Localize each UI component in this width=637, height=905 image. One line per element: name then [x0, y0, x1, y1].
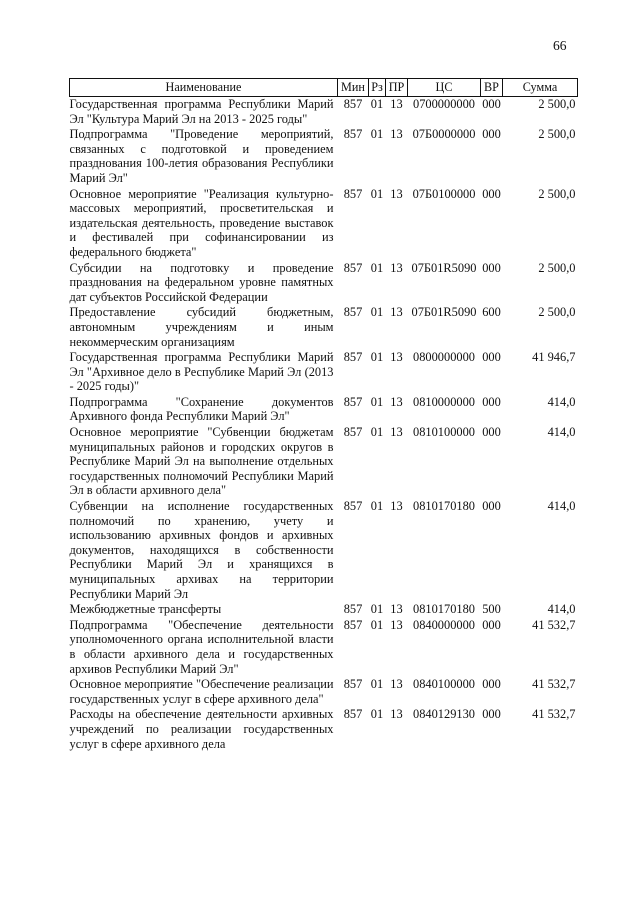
cell-rz: 01	[370, 677, 384, 692]
table-row	[70, 261, 578, 306]
cell-cs: 07Б01R5090	[411, 260, 477, 275]
cell-sum: 41 532,7	[532, 617, 576, 632]
cell-rz: 01	[370, 350, 384, 365]
cell-sum: 2 500,0	[538, 97, 576, 111]
cell-cs: 0700000000	[413, 97, 475, 111]
cell-pr: 13	[390, 97, 403, 111]
cell-cs: 0810170180	[413, 499, 475, 514]
cell-rz: 01	[370, 499, 384, 514]
cell-min: 857	[343, 677, 363, 692]
cell-sum: 414,0	[547, 499, 576, 514]
cell-rz: 01	[370, 97, 384, 111]
cell-pr: 13	[390, 305, 403, 320]
cell-sum: 2 500,0	[538, 186, 576, 201]
cell-min: 857	[343, 602, 363, 617]
table-row	[70, 395, 578, 425]
cell-name: Основное мероприятие "Обеспечение реализации государственных услуг в сфере архивного дела"	[69, 677, 334, 706]
header-pr: ПР	[386, 79, 408, 97]
cell-pr: 13	[390, 602, 403, 617]
cell-name: Субвенции на исполнение государственных полномочий по хранению, учету и использованию архивных фондов и архивных документов, находящихся в собственности Республики Марий Эл и хранящихся в муниципальных архивах на территории Республики Марий Эл	[69, 499, 334, 601]
table-row	[70, 425, 578, 499]
cell-sum: 414,0	[547, 394, 576, 409]
cell-vr: 000	[482, 260, 501, 275]
cell-name: Субсидии на подготовку и проведение празднования на федеральном уровне памятных дат субъектов Российской Федерации	[69, 260, 334, 304]
cell-cs: 0800000000	[413, 350, 475, 365]
cell-pr: 13	[390, 350, 403, 365]
table-row	[70, 677, 578, 707]
cell-name: Основное мероприятие "Субвенции бюджетам муниципальных районов и городских округов в Республике Марий Эл на выполнение отдельных государственных полномочий Республики Марий Эл в области архивного дела"	[69, 425, 334, 498]
cell-min: 857	[343, 305, 363, 320]
cell-name: Основное мероприятие "Реализация культурно-массовых мероприятий, просветительская и издательская деятельность, проведение выставок и фестивалей при софинансировании из федерального бюджета"	[69, 186, 334, 259]
page-number: 66	[553, 38, 567, 53]
cell-min: 857	[343, 425, 363, 440]
cell-pr: 13	[390, 677, 403, 692]
cell-name: Подпрограмма "Проведение мероприятий, связанных с подготовкой и проведением празднования 100-летия образования Республики Марий Эл"	[69, 127, 334, 185]
header-rz: Рз	[369, 79, 386, 97]
table-row	[70, 707, 578, 752]
cell-pr: 13	[390, 425, 403, 440]
cell-vr: 500	[482, 602, 501, 617]
cell-name: Расходы на обеспечение деятельности архивных учреждений по реализации государственных услуг в сфере архивного дела	[69, 707, 334, 751]
cell-name: Государственная программа Республики Марий Эл "Культура Марий Эл на 2013 - 2025 годы"	[69, 97, 334, 126]
cell-name: Предоставление субсидий бюджетным, автономным учреждениям и иным некоммерческим организациям	[69, 305, 334, 349]
cell-pr: 13	[390, 707, 403, 722]
cell-rz: 01	[370, 707, 384, 722]
table-row	[70, 187, 578, 261]
cell-pr: 13	[390, 617, 403, 632]
cell-min: 857	[343, 499, 363, 514]
cell-pr: 13	[390, 394, 403, 409]
table-row	[70, 127, 578, 186]
cell-cs: 0840000000	[413, 617, 475, 632]
cell-sum: 414,0	[547, 602, 576, 617]
cell-pr: 13	[390, 260, 403, 275]
header-cs: ЦС	[408, 79, 481, 97]
cell-min: 857	[343, 186, 363, 201]
cell-cs: 0840100000	[413, 677, 475, 692]
cell-vr: 000	[482, 677, 501, 692]
cell-min: 857	[343, 394, 363, 409]
cell-vr: 000	[482, 425, 501, 440]
cell-min: 857	[343, 260, 363, 275]
cell-pr: 13	[390, 127, 403, 142]
cell-sum: 2 500,0	[538, 127, 576, 142]
cell-cs: 07Б0000000	[412, 127, 476, 142]
cell-name: Подпрограмма "Сохранение документов Архивного фонда Республики Марий Эл"	[69, 394, 334, 424]
cell-rz: 01	[370, 617, 384, 632]
cell-name: Подпрограмма "Обеспечение деятельности уполномоченного органа исполнительной власти в области архивного дела и государственных архивов Республики Марий Эл"	[69, 617, 334, 676]
cell-cs: 0810100000	[413, 425, 475, 440]
cell-rz: 01	[370, 394, 384, 409]
cell-sum: 414,0	[547, 425, 576, 440]
table-header-row	[70, 79, 578, 97]
table-row	[70, 305, 578, 350]
cell-min: 857	[343, 97, 363, 111]
cell-sum: 2 500,0	[538, 305, 576, 320]
cell-vr: 000	[482, 127, 501, 142]
cell-min: 857	[343, 350, 363, 365]
cell-sum: 41 946,7	[532, 350, 576, 365]
cell-min: 857	[343, 707, 363, 722]
cell-cs: 0840129130	[413, 707, 475, 722]
cell-rz: 01	[370, 260, 384, 275]
cell-cs: 07Б0100000	[412, 186, 476, 201]
table-row	[70, 97, 578, 128]
cell-name: Межбюджетные трансферты	[69, 602, 222, 617]
cell-name: Государственная программа Республики Марий Эл "Архивное дело в Республике Марий Эл (2013 - 2025 годы)"	[69, 350, 334, 394]
cell-min: 857	[343, 617, 363, 632]
cell-vr: 000	[482, 97, 501, 111]
cell-sum: 41 532,7	[532, 677, 576, 692]
table-row	[70, 350, 578, 395]
cell-vr: 000	[482, 617, 501, 632]
cell-pr: 13	[390, 499, 403, 514]
cell-vr: 000	[482, 394, 501, 409]
table-row	[70, 602, 578, 618]
cell-vr: 000	[482, 499, 501, 514]
header-name: Наименование	[70, 79, 338, 97]
cell-rz: 01	[370, 602, 384, 617]
cell-rz: 01	[370, 186, 384, 201]
cell-rz: 01	[370, 305, 384, 320]
cell-sum: 41 532,7	[532, 707, 576, 722]
cell-cs: 07Б01R5090	[411, 305, 477, 320]
header-min: Мин	[338, 79, 369, 97]
cell-pr: 13	[390, 186, 403, 201]
cell-min: 857	[343, 127, 363, 142]
cell-rz: 01	[370, 425, 384, 440]
cell-cs: 0810000000	[413, 394, 475, 409]
header-sum: Сумма	[503, 79, 578, 97]
table-row	[70, 499, 578, 602]
cell-cs: 0810170180	[413, 602, 475, 617]
cell-rz: 01	[370, 127, 384, 142]
cell-vr: 000	[482, 186, 501, 201]
cell-vr: 600	[482, 305, 501, 320]
table-row	[70, 618, 578, 677]
cell-sum: 2 500,0	[538, 260, 576, 275]
header-vr: ВР	[481, 79, 503, 97]
budget-table	[69, 78, 578, 752]
cell-vr: 000	[482, 707, 501, 722]
cell-vr: 000	[482, 350, 501, 365]
